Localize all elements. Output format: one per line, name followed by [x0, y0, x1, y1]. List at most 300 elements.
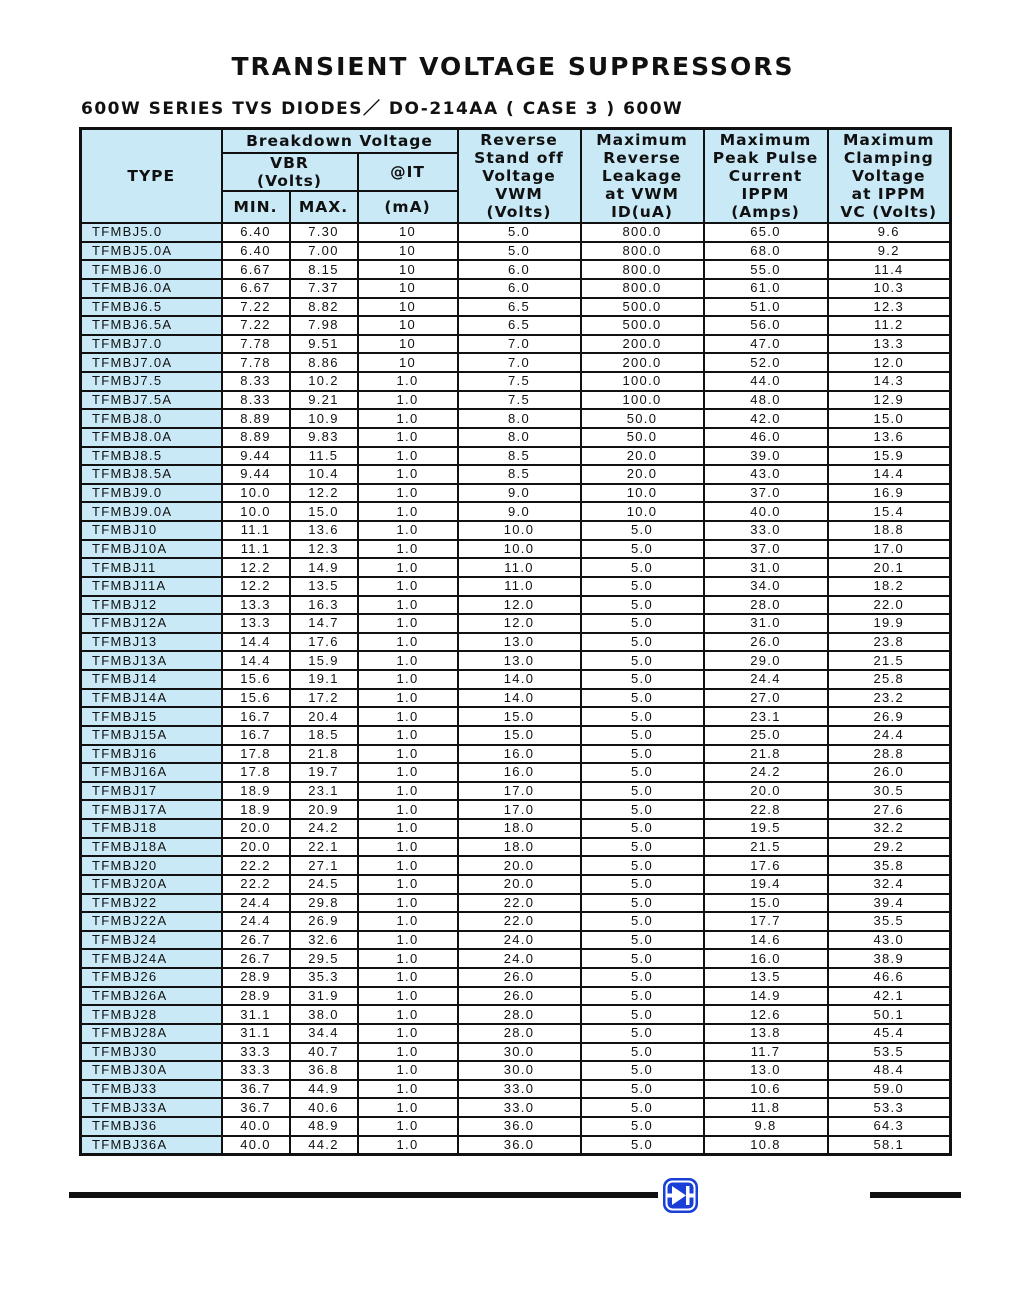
cell-id-ua: 5.0: [581, 763, 704, 782]
cell-vc: 17.0: [828, 540, 951, 559]
cell-vbr-max: 24.5: [290, 875, 358, 894]
cell-type: TFMBJ24A: [81, 949, 222, 968]
cell-vc: 35.5: [828, 912, 951, 931]
cell-ippm: 9.8: [704, 1117, 828, 1136]
cell-vwm: 36.0: [458, 1136, 581, 1155]
cell-it-ma: 1.0: [358, 1098, 458, 1117]
cell-vwm: 14.0: [458, 689, 581, 708]
cell-vc: 15.0: [828, 409, 951, 428]
cell-type: TFMBJ16A: [81, 763, 222, 782]
cell-vwm: 30.0: [458, 1043, 581, 1062]
cell-vc: 18.8: [828, 521, 951, 540]
cell-vbr-max: 20.9: [290, 800, 358, 819]
cell-vc: 19.9: [828, 614, 951, 633]
header-ma: (mA): [358, 191, 458, 223]
cell-vbr-min: 8.89: [222, 428, 290, 447]
cell-vbr-min: 16.7: [222, 707, 290, 726]
cell-id-ua: 5.0: [581, 1117, 704, 1136]
cell-ippm: 44.0: [704, 372, 828, 391]
cell-vwm: 18.0: [458, 819, 581, 838]
cell-vbr-max: 48.9: [290, 1117, 358, 1136]
cell-type: TFMBJ15A: [81, 726, 222, 745]
cell-it-ma: 1.0: [358, 800, 458, 819]
cell-type: TFMBJ18: [81, 819, 222, 838]
cell-ippm: 14.6: [704, 931, 828, 950]
cell-type: TFMBJ17: [81, 782, 222, 801]
cell-id-ua: 5.0: [581, 1024, 704, 1043]
cell-vc: 26.0: [828, 763, 951, 782]
cell-it-ma: 1.0: [358, 745, 458, 764]
cell-ippm: 12.6: [704, 1005, 828, 1024]
cell-vwm: 8.0: [458, 409, 581, 428]
cell-vwm: 28.0: [458, 1005, 581, 1024]
table-row: [81, 260, 951, 279]
cell-id-ua: 5.0: [581, 596, 704, 615]
table-row: [81, 1117, 951, 1136]
cell-type: TFMBJ33: [81, 1080, 222, 1099]
cell-type: TFMBJ6.5A: [81, 316, 222, 335]
cell-ippm: 19.4: [704, 875, 828, 894]
cell-id-ua: 5.0: [581, 577, 704, 596]
cell-ippm: 16.0: [704, 949, 828, 968]
cell-type: TFMBJ20A: [81, 875, 222, 894]
cell-vwm: 26.0: [458, 968, 581, 987]
cell-vc: 53.3: [828, 1098, 951, 1117]
cell-vc: 15.4: [828, 502, 951, 521]
cell-vwm: 7.5: [458, 372, 581, 391]
table-row: [81, 428, 951, 447]
cell-vc: 39.4: [828, 894, 951, 913]
table-row: [81, 875, 951, 894]
cell-vwm: 22.0: [458, 912, 581, 931]
cell-vbr-min: 9.44: [222, 465, 290, 484]
cell-vbr-max: 13.6: [290, 521, 358, 540]
cell-ippm: 47.0: [704, 335, 828, 354]
cell-vc: 53.5: [828, 1043, 951, 1062]
table-row: [81, 596, 951, 615]
cell-id-ua: 100.0: [581, 391, 704, 410]
cell-vbr-max: 24.2: [290, 819, 358, 838]
cell-vwm: 30.0: [458, 1061, 581, 1080]
cell-type: TFMBJ7.5: [81, 372, 222, 391]
cell-ippm: 55.0: [704, 260, 828, 279]
cell-vbr-max: 9.51: [290, 335, 358, 354]
cell-vwm: 11.0: [458, 558, 581, 577]
cell-it-ma: 1.0: [358, 409, 458, 428]
cell-it-ma: 1.0: [358, 949, 458, 968]
cell-vc: 46.6: [828, 968, 951, 987]
cell-vbr-min: 6.67: [222, 260, 290, 279]
cell-vwm: 28.0: [458, 1024, 581, 1043]
cell-id-ua: 5.0: [581, 1080, 704, 1099]
cell-vwm: 7.0: [458, 335, 581, 354]
cell-vbr-min: 11.1: [222, 540, 290, 559]
cell-vc: 9.2: [828, 242, 951, 261]
table-row: [81, 577, 951, 596]
cell-it-ma: 1.0: [358, 875, 458, 894]
cell-type: TFMBJ8.0: [81, 409, 222, 428]
cell-it-ma: 1.0: [358, 540, 458, 559]
cell-vc: 16.9: [828, 484, 951, 503]
cell-type: TFMBJ11A: [81, 577, 222, 596]
cell-ippm: 68.0: [704, 242, 828, 261]
cell-it-ma: 1.0: [358, 987, 458, 1006]
cell-vbr-max: 26.9: [290, 912, 358, 931]
cell-id-ua: 5.0: [581, 1061, 704, 1080]
cell-ippm: 14.9: [704, 987, 828, 1006]
table-row: [81, 912, 951, 931]
cell-vbr-min: 31.1: [222, 1005, 290, 1024]
cell-type: TFMBJ36: [81, 1117, 222, 1136]
cell-it-ma: 10: [358, 353, 458, 372]
cell-id-ua: 5.0: [581, 726, 704, 745]
cell-it-ma: 1.0: [358, 1005, 458, 1024]
cell-vc: 22.0: [828, 596, 951, 615]
cell-vc: 43.0: [828, 931, 951, 950]
cell-vbr-max: 40.6: [290, 1098, 358, 1117]
cell-id-ua: 5.0: [581, 707, 704, 726]
cell-ippm: 37.0: [704, 540, 828, 559]
cell-vbr-max: 11.5: [290, 447, 358, 466]
cell-type: TFMBJ20: [81, 856, 222, 875]
cell-vbr-min: 36.7: [222, 1080, 290, 1099]
cell-vc: 18.2: [828, 577, 951, 596]
cell-vbr-min: 24.4: [222, 894, 290, 913]
cell-vbr-min: 7.22: [222, 316, 290, 335]
cell-type: TFMBJ30A: [81, 1061, 222, 1080]
cell-vwm: 8.5: [458, 447, 581, 466]
cell-vbr-min: 18.9: [222, 782, 290, 801]
cell-id-ua: 100.0: [581, 372, 704, 391]
cell-id-ua: 50.0: [581, 428, 704, 447]
cell-vbr-max: 29.8: [290, 894, 358, 913]
cell-it-ma: 1.0: [358, 596, 458, 615]
cell-it-ma: 10: [358, 279, 458, 298]
cell-vbr-max: 15.9: [290, 651, 358, 670]
cell-it-ma: 1.0: [358, 558, 458, 577]
cell-vbr-max: 14.9: [290, 558, 358, 577]
cell-vc: 50.1: [828, 1005, 951, 1024]
cell-vwm: 5.0: [458, 223, 581, 242]
cell-vbr-min: 10.0: [222, 484, 290, 503]
cell-type: TFMBJ6.0A: [81, 279, 222, 298]
cell-type: TFMBJ12: [81, 596, 222, 615]
table-row: [81, 614, 951, 633]
cell-vbr-max: 17.6: [290, 633, 358, 652]
cell-vwm: 17.0: [458, 782, 581, 801]
cell-ippm: 37.0: [704, 484, 828, 503]
cell-ippm: 21.8: [704, 745, 828, 764]
cell-ippm: 10.6: [704, 1080, 828, 1099]
cell-vc: 48.4: [828, 1061, 951, 1080]
cell-vc: 12.9: [828, 391, 951, 410]
cell-vc: 14.3: [828, 372, 951, 391]
cell-vbr-max: 7.98: [290, 316, 358, 335]
table-row: [81, 819, 951, 838]
cell-vwm: 8.0: [458, 428, 581, 447]
cell-ippm: 39.0: [704, 447, 828, 466]
cell-type: TFMBJ30: [81, 1043, 222, 1062]
cell-it-ma: 1.0: [358, 1136, 458, 1155]
cell-vbr-min: 13.3: [222, 614, 290, 633]
specification-table: [79, 127, 952, 1156]
cell-vc: 12.3: [828, 298, 951, 317]
cell-vbr-max: 10.9: [290, 409, 358, 428]
table-row: [81, 707, 951, 726]
cell-type: TFMBJ33A: [81, 1098, 222, 1117]
header-reverse-leakage: Maximum Reverse Leakage at VWM ID(uA): [581, 129, 704, 224]
cell-vbr-max: 8.15: [290, 260, 358, 279]
cell-vbr-min: 31.1: [222, 1024, 290, 1043]
cell-vwm: 16.0: [458, 745, 581, 764]
cell-ippm: 11.8: [704, 1098, 828, 1117]
cell-id-ua: 5.0: [581, 894, 704, 913]
cell-it-ma: 1.0: [358, 614, 458, 633]
cell-id-ua: 5.0: [581, 912, 704, 931]
table-row: [81, 298, 951, 317]
cell-vc: 9.6: [828, 223, 951, 242]
cell-vbr-max: 40.7: [290, 1043, 358, 1062]
cell-vc: 28.8: [828, 745, 951, 764]
cell-vbr-max: 20.4: [290, 707, 358, 726]
cell-id-ua: 5.0: [581, 1136, 704, 1155]
cell-vbr-min: 10.0: [222, 502, 290, 521]
table-row: [81, 335, 951, 354]
cell-id-ua: 5.0: [581, 614, 704, 633]
cell-type: TFMBJ13A: [81, 651, 222, 670]
header-reverse-standoff-voltage: Reverse Stand off Voltage VWM (Volts): [458, 129, 581, 224]
cell-vbr-max: 32.6: [290, 931, 358, 950]
cell-ippm: 48.0: [704, 391, 828, 410]
table-row: [81, 409, 951, 428]
cell-id-ua: 200.0: [581, 335, 704, 354]
cell-vbr-min: 14.4: [222, 651, 290, 670]
cell-vwm: 36.0: [458, 1117, 581, 1136]
table-row: [81, 745, 951, 764]
cell-it-ma: 1.0: [358, 484, 458, 503]
cell-vwm: 12.0: [458, 596, 581, 615]
table-row: [81, 949, 951, 968]
cell-vbr-max: 8.82: [290, 298, 358, 317]
cell-vbr-max: 10.4: [290, 465, 358, 484]
cell-vwm: 9.0: [458, 502, 581, 521]
cell-ippm: 15.0: [704, 894, 828, 913]
table-row: [81, 502, 951, 521]
cell-vbr-max: 7.30: [290, 223, 358, 242]
cell-type: TFMBJ10A: [81, 540, 222, 559]
cell-ippm: 27.0: [704, 689, 828, 708]
cell-it-ma: 1.0: [358, 1043, 458, 1062]
table-row: [81, 242, 951, 261]
cell-vc: 38.9: [828, 949, 951, 968]
cell-ippm: 33.0: [704, 521, 828, 540]
cell-vbr-min: 24.4: [222, 912, 290, 931]
cell-vwm: 7.0: [458, 353, 581, 372]
cell-vbr-min: 8.33: [222, 391, 290, 410]
cell-vbr-max: 22.1: [290, 838, 358, 857]
cell-id-ua: 5.0: [581, 987, 704, 1006]
cell-ippm: 65.0: [704, 223, 828, 242]
cell-it-ma: 10: [358, 316, 458, 335]
cell-it-ma: 1.0: [358, 912, 458, 931]
cell-id-ua: 5.0: [581, 856, 704, 875]
cell-id-ua: 500.0: [581, 298, 704, 317]
footer-rule-right: [870, 1192, 961, 1198]
cell-it-ma: 10: [358, 242, 458, 261]
table-row: [81, 1043, 951, 1062]
table-row: [81, 223, 951, 242]
table-row: [81, 670, 951, 689]
cell-vc: 11.4: [828, 260, 951, 279]
cell-type: TFMBJ5.0A: [81, 242, 222, 261]
header-min: MIN.: [222, 191, 290, 223]
cell-vbr-max: 10.2: [290, 372, 358, 391]
cell-vbr-min: 7.22: [222, 298, 290, 317]
cell-ippm: 29.0: [704, 651, 828, 670]
cell-vbr-min: 28.9: [222, 987, 290, 1006]
cell-vwm: 6.0: [458, 279, 581, 298]
cell-ippm: 43.0: [704, 465, 828, 484]
cell-vbr-min: 7.78: [222, 353, 290, 372]
cell-type: TFMBJ8.0A: [81, 428, 222, 447]
cell-vwm: 22.0: [458, 894, 581, 913]
cell-vc: 26.9: [828, 707, 951, 726]
cell-it-ma: 1.0: [358, 707, 458, 726]
cell-vbr-min: 8.33: [222, 372, 290, 391]
cell-ippm: 11.7: [704, 1043, 828, 1062]
cell-vbr-min: 17.8: [222, 763, 290, 782]
cell-vwm: 13.0: [458, 633, 581, 652]
cell-vwm: 11.0: [458, 577, 581, 596]
header-at-it: @IT: [358, 153, 458, 191]
cell-vwm: 6.0: [458, 260, 581, 279]
table-row: [81, 689, 951, 708]
cell-id-ua: 5.0: [581, 1005, 704, 1024]
cell-id-ua: 5.0: [581, 819, 704, 838]
cell-type: TFMBJ12A: [81, 614, 222, 633]
cell-it-ma: 1.0: [358, 372, 458, 391]
cell-vbr-min: 14.4: [222, 633, 290, 652]
table-row: [81, 465, 951, 484]
cell-it-ma: 1.0: [358, 931, 458, 950]
cell-vbr-min: 6.40: [222, 242, 290, 261]
cell-vbr-min: 15.6: [222, 689, 290, 708]
cell-vc: 42.1: [828, 987, 951, 1006]
cell-ippm: 22.8: [704, 800, 828, 819]
cell-id-ua: 5.0: [581, 633, 704, 652]
cell-id-ua: 50.0: [581, 409, 704, 428]
cell-type: TFMBJ28A: [81, 1024, 222, 1043]
cell-vbr-max: 27.1: [290, 856, 358, 875]
cell-it-ma: 1.0: [358, 763, 458, 782]
cell-it-ma: 1.0: [358, 633, 458, 652]
cell-vc: 12.0: [828, 353, 951, 372]
cell-id-ua: 5.0: [581, 670, 704, 689]
table-row: [81, 391, 951, 410]
cell-vbr-min: 26.7: [222, 931, 290, 950]
cell-it-ma: 1.0: [358, 521, 458, 540]
cell-vbr-max: 23.1: [290, 782, 358, 801]
cell-vbr-min: 26.7: [222, 949, 290, 968]
cell-vbr-max: 38.0: [290, 1005, 358, 1024]
cell-vc: 20.1: [828, 558, 951, 577]
table-row: [81, 782, 951, 801]
cell-vbr-max: 14.7: [290, 614, 358, 633]
table-row: [81, 856, 951, 875]
cell-vc: 10.3: [828, 279, 951, 298]
cell-vwm: 10.0: [458, 540, 581, 559]
cell-vwm: 20.0: [458, 856, 581, 875]
cell-vbr-max: 9.21: [290, 391, 358, 410]
cell-vc: 27.6: [828, 800, 951, 819]
company-logo-icon: [662, 1177, 699, 1214]
cell-it-ma: 1.0: [358, 465, 458, 484]
table-row: [81, 763, 951, 782]
cell-vc: 35.8: [828, 856, 951, 875]
cell-vwm: 26.0: [458, 987, 581, 1006]
cell-type: TFMBJ8.5A: [81, 465, 222, 484]
cell-type: TFMBJ16: [81, 745, 222, 764]
table-row: [81, 1136, 951, 1155]
cell-vbr-max: 44.9: [290, 1080, 358, 1099]
cell-type: TFMBJ22A: [81, 912, 222, 931]
cell-vbr-min: 7.78: [222, 335, 290, 354]
cell-vbr-max: 35.3: [290, 968, 358, 987]
cell-vwm: 8.5: [458, 465, 581, 484]
cell-id-ua: 5.0: [581, 558, 704, 577]
cell-vbr-min: 16.7: [222, 726, 290, 745]
cell-vbr-min: 40.0: [222, 1136, 290, 1155]
cell-type: TFMBJ7.0A: [81, 353, 222, 372]
cell-vwm: 24.0: [458, 931, 581, 950]
cell-type: TFMBJ17A: [81, 800, 222, 819]
cell-vbr-max: 36.8: [290, 1061, 358, 1080]
cell-vwm: 7.5: [458, 391, 581, 410]
cell-it-ma: 1.0: [358, 838, 458, 857]
cell-vwm: 6.5: [458, 298, 581, 317]
cell-ippm: 56.0: [704, 316, 828, 335]
cell-vbr-max: 29.5: [290, 949, 358, 968]
table-row: [81, 968, 951, 987]
header-clamping-voltage: Maximum Clamping Voltage at IPPM VC (Volts): [828, 129, 951, 224]
cell-vwm: 10.0: [458, 521, 581, 540]
cell-it-ma: 1.0: [358, 1024, 458, 1043]
cell-ippm: 20.0: [704, 782, 828, 801]
cell-vbr-min: 22.2: [222, 875, 290, 894]
table-body: [81, 223, 951, 1155]
cell-type: TFMBJ28: [81, 1005, 222, 1024]
cell-id-ua: 200.0: [581, 353, 704, 372]
cell-vbr-max: 34.4: [290, 1024, 358, 1043]
cell-vwm: 24.0: [458, 949, 581, 968]
cell-vc: 24.4: [828, 726, 951, 745]
cell-vc: 59.0: [828, 1080, 951, 1099]
cell-id-ua: 800.0: [581, 242, 704, 261]
cell-vwm: 15.0: [458, 726, 581, 745]
cell-type: TFMBJ15: [81, 707, 222, 726]
cell-vc: 45.4: [828, 1024, 951, 1043]
table-row: [81, 726, 951, 745]
cell-vc: 14.4: [828, 465, 951, 484]
cell-vc: 32.4: [828, 875, 951, 894]
cell-vbr-max: 12.3: [290, 540, 358, 559]
cell-vwm: 15.0: [458, 707, 581, 726]
cell-vwm: 33.0: [458, 1098, 581, 1117]
cell-type: TFMBJ22: [81, 894, 222, 913]
cell-vwm: 16.0: [458, 763, 581, 782]
cell-id-ua: 5.0: [581, 931, 704, 950]
cell-id-ua: 5.0: [581, 838, 704, 857]
